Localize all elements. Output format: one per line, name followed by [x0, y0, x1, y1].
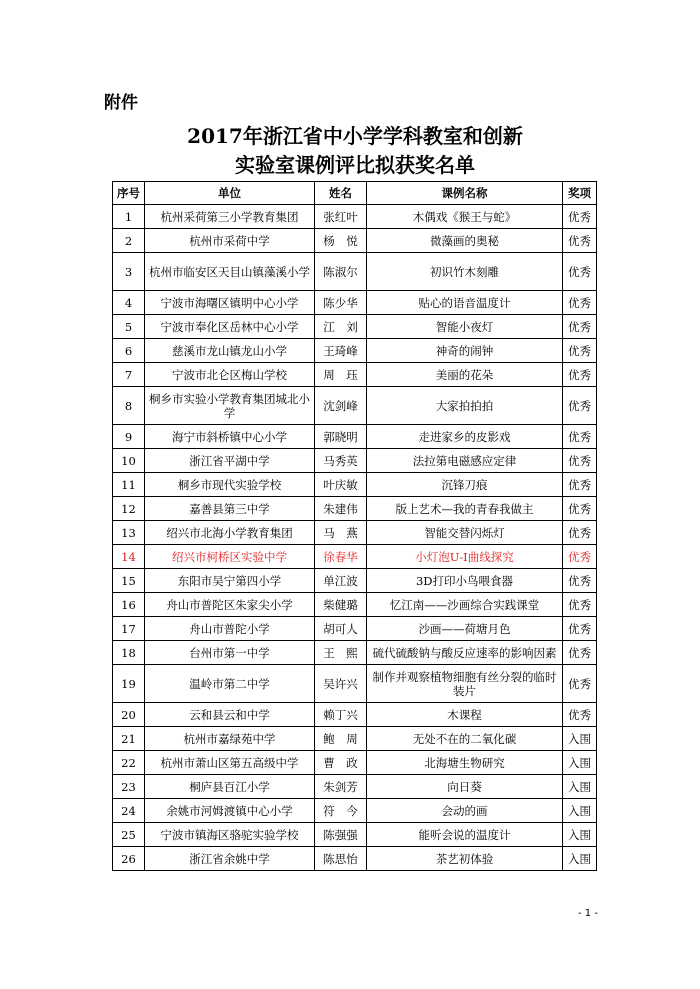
cell-no: 14 [113, 545, 145, 569]
cell-award: 优秀 [563, 291, 597, 315]
table-row [113, 775, 597, 799]
table-row [113, 703, 597, 727]
cell-lesson: 北海塘生物研究 [367, 751, 563, 775]
table-header-row [113, 182, 597, 205]
cell-unit: 温岭市第二中学 [145, 665, 315, 703]
table-row [113, 727, 597, 751]
table-row [113, 751, 597, 775]
cell-award: 优秀 [563, 449, 597, 473]
cell-name: 杨 悦 [315, 229, 367, 253]
cell-lesson: 美丽的花朵 [367, 363, 563, 387]
table-row [113, 387, 597, 425]
cell-lesson: 会动的画 [367, 799, 563, 823]
cell-name: 江 刘 [315, 315, 367, 339]
cell-award: 优秀 [563, 497, 597, 521]
header-award: 奖项 [563, 182, 597, 205]
cell-name: 马秀英 [315, 449, 367, 473]
cell-no: 6 [113, 339, 145, 363]
cell-unit: 嘉善县第三中学 [145, 497, 315, 521]
cell-unit: 宁波市镇海区骆驼实验学校 [145, 823, 315, 847]
cell-lesson: 木偶戏《猴王与蛇》 [367, 205, 563, 229]
cell-no: 8 [113, 387, 145, 425]
cell-lesson: 沙画——荷塘月色 [367, 617, 563, 641]
cell-award: 优秀 [563, 425, 597, 449]
header-no: 序号 [113, 182, 145, 205]
cell-no: 19 [113, 665, 145, 703]
cell-no: 7 [113, 363, 145, 387]
cell-award: 优秀 [563, 473, 597, 497]
header-lesson: 课例名称 [367, 182, 563, 205]
cell-no: 10 [113, 449, 145, 473]
cell-no: 13 [113, 521, 145, 545]
cell-award: 入围 [563, 823, 597, 847]
cell-name: 鲍 周 [315, 727, 367, 751]
table-row [113, 569, 597, 593]
cell-award: 优秀 [563, 229, 597, 253]
cell-name: 柴健璐 [315, 593, 367, 617]
cell-lesson: 硫代硫酸钠与酸反应速率的影响因素 [367, 641, 563, 665]
cell-no: 22 [113, 751, 145, 775]
table-row [113, 799, 597, 823]
cell-unit: 桐庐县百江小学 [145, 775, 315, 799]
cell-award: 优秀 [563, 641, 597, 665]
cell-award: 优秀 [563, 569, 597, 593]
document-title-line1: 2017年浙江省中小学学科教室和创新 [187, 124, 523, 148]
cell-unit: 海宁市斜桥镇中心小学 [145, 425, 315, 449]
cell-unit: 舟山市普陀区朱家尖小学 [145, 593, 315, 617]
cell-award: 优秀 [563, 339, 597, 363]
cell-lesson: 无处不在的二氧化碳 [367, 727, 563, 751]
award-list-table [112, 181, 597, 871]
cell-name: 王 熙 [315, 641, 367, 665]
table-row [113, 641, 597, 665]
table-body [113, 205, 597, 871]
cell-name: 沈剑峰 [315, 387, 367, 425]
cell-no: 3 [113, 253, 145, 291]
header-unit: 单位 [145, 182, 315, 205]
cell-name: 陈思怡 [315, 847, 367, 871]
table-row [113, 449, 597, 473]
cell-name: 吴许兴 [315, 665, 367, 703]
cell-no: 5 [113, 315, 145, 339]
cell-lesson: 版上艺术—我的青春我做主 [367, 497, 563, 521]
cell-lesson: 贴心的语音温度计 [367, 291, 563, 315]
cell-no: 15 [113, 569, 145, 593]
cell-award: 优秀 [563, 363, 597, 387]
table-row [113, 205, 597, 229]
cell-unit: 浙江省余姚中学 [145, 847, 315, 871]
cell-no: 16 [113, 593, 145, 617]
cell-lesson: 忆江南——沙画综合实践课堂 [367, 593, 563, 617]
cell-lesson: 智能交替闪烁灯 [367, 521, 563, 545]
cell-award: 入围 [563, 727, 597, 751]
cell-no: 23 [113, 775, 145, 799]
table-row [113, 823, 597, 847]
cell-no: 25 [113, 823, 145, 847]
cell-no: 2 [113, 229, 145, 253]
cell-unit: 杭州市嘉绿苑中学 [145, 727, 315, 751]
table-row [113, 521, 597, 545]
cell-award: 入围 [563, 775, 597, 799]
cell-name: 朱剑芳 [315, 775, 367, 799]
cell-no: 9 [113, 425, 145, 449]
table-row [113, 229, 597, 253]
cell-no: 1 [113, 205, 145, 229]
cell-name: 陈强强 [315, 823, 367, 847]
cell-unit: 杭州市采荷中学 [145, 229, 315, 253]
cell-award: 优秀 [563, 205, 597, 229]
cell-unit: 浙江省平湖中学 [145, 449, 315, 473]
cell-unit: 宁波市北仑区梅山学校 [145, 363, 315, 387]
cell-unit: 宁波市海曙区镇明中心小学 [145, 291, 315, 315]
table-row [113, 497, 597, 521]
cell-name: 徐春华 [315, 545, 367, 569]
cell-no: 12 [113, 497, 145, 521]
cell-award: 优秀 [563, 665, 597, 703]
page-number: - 1 - [578, 908, 598, 919]
cell-lesson: 木课程 [367, 703, 563, 727]
table-row [113, 847, 597, 871]
cell-award: 优秀 [563, 521, 597, 545]
header-name: 姓名 [315, 182, 367, 205]
table-row [113, 291, 597, 315]
cell-award: 优秀 [563, 703, 597, 727]
cell-award: 优秀 [563, 315, 597, 339]
cell-unit: 杭州市临安区天目山镇藻溪小学 [145, 253, 315, 291]
cell-name: 胡可人 [315, 617, 367, 641]
cell-unit: 宁波市奉化区岳林中心小学 [145, 315, 315, 339]
cell-lesson: 小灯泡U-I曲线探究 [367, 545, 563, 569]
table-row [113, 665, 597, 703]
attachment-label: 附件 [104, 93, 138, 113]
table-row [113, 253, 597, 291]
cell-lesson: 神奇的闹钟 [367, 339, 563, 363]
cell-lesson: 3D打印小鸟喂食器 [367, 569, 563, 593]
cell-no: 17 [113, 617, 145, 641]
cell-no: 4 [113, 291, 145, 315]
cell-lesson: 沉锋刀痕 [367, 473, 563, 497]
cell-name: 赖丁兴 [315, 703, 367, 727]
cell-lesson: 智能小夜灯 [367, 315, 563, 339]
cell-no: 20 [113, 703, 145, 727]
cell-name: 郭晓明 [315, 425, 367, 449]
cell-lesson: 能听会说的温度计 [367, 823, 563, 847]
cell-name: 朱建伟 [315, 497, 367, 521]
cell-unit: 杭州市萧山区第五高级中学 [145, 751, 315, 775]
cell-name: 王琦峰 [315, 339, 367, 363]
cell-lesson: 向日葵 [367, 775, 563, 799]
table-row [113, 545, 597, 569]
cell-unit: 云和县云和中学 [145, 703, 315, 727]
table-row [113, 473, 597, 497]
cell-award: 优秀 [563, 617, 597, 641]
cell-award: 优秀 [563, 253, 597, 291]
cell-award: 入围 [563, 751, 597, 775]
cell-unit: 桐乡市现代实验学校 [145, 473, 315, 497]
cell-no: 24 [113, 799, 145, 823]
cell-award: 优秀 [563, 387, 597, 425]
table-row [113, 425, 597, 449]
document-title-line2: 实验室课例评比拟获奖名单 [235, 153, 475, 177]
cell-unit: 绍兴市柯桥区实验中学 [145, 545, 315, 569]
table-row [113, 593, 597, 617]
cell-no: 21 [113, 727, 145, 751]
cell-unit: 慈溪市龙山镇龙山小学 [145, 339, 315, 363]
cell-award: 优秀 [563, 593, 597, 617]
cell-name: 张红叶 [315, 205, 367, 229]
table-row [113, 617, 597, 641]
cell-name: 陈淑尔 [315, 253, 367, 291]
cell-name: 单江波 [315, 569, 367, 593]
cell-no: 26 [113, 847, 145, 871]
cell-award: 入围 [563, 847, 597, 871]
table-row [113, 339, 597, 363]
cell-name: 周 珏 [315, 363, 367, 387]
cell-unit: 余姚市河姆渡镇中心小学 [145, 799, 315, 823]
cell-name: 曹 政 [315, 751, 367, 775]
cell-unit: 桐乡市实验小学教育集团城北小学 [145, 387, 315, 425]
cell-name: 陈少华 [315, 291, 367, 315]
cell-name: 马 燕 [315, 521, 367, 545]
cell-name: 叶庆敏 [315, 473, 367, 497]
cell-lesson: 茶艺初体验 [367, 847, 563, 871]
cell-unit: 绍兴市北海小学教育集团 [145, 521, 315, 545]
cell-award: 优秀 [563, 545, 597, 569]
cell-no: 11 [113, 473, 145, 497]
cell-award: 入围 [563, 799, 597, 823]
cell-unit: 台州市第一中学 [145, 641, 315, 665]
cell-lesson: 法拉第电磁感应定律 [367, 449, 563, 473]
cell-no: 18 [113, 641, 145, 665]
cell-lesson: 制作并观察植物细胞有丝分裂的临时装片 [367, 665, 563, 703]
cell-lesson: 微藻画的奥秘 [367, 229, 563, 253]
table-row [113, 315, 597, 339]
cell-name: 符 今 [315, 799, 367, 823]
cell-unit: 舟山市普陀小学 [145, 617, 315, 641]
cell-lesson: 初识竹木刻雕 [367, 253, 563, 291]
cell-lesson: 大家拍拍拍 [367, 387, 563, 425]
table-row [113, 363, 597, 387]
cell-lesson: 走进家乡的皮影戏 [367, 425, 563, 449]
cell-unit: 东阳市吴宁第四小学 [145, 569, 315, 593]
cell-unit: 杭州采荷第三小学教育集团 [145, 205, 315, 229]
